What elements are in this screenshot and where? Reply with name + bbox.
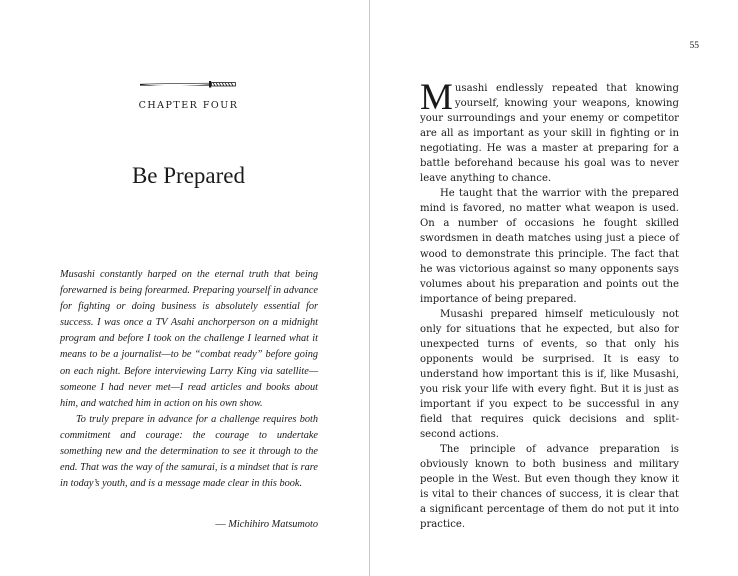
- epigraph: [60, 267, 318, 492]
- katana-ornament-icon: [139, 79, 237, 89]
- body-paragraph: The principle of advance preparation is obviously known to both business and military people in the West. But even though they know it is vital to their chances of success, it is clear that a significant percentage of them do not put it into practice.: [420, 444, 679, 531]
- epigraph-paragraph: Musashi constantly harped on the eternal truth that being forewarned is being forearmed. Preparing yourself in advance for fighting or doing business is absolutely essential for success. I was once a TV Asahi anchorperson on a midnight program and before I took on the challenge I learned what it means to be a journalist—to be “combat ready” before going on each night. Before interviewing Larry King via satellite—someone I had never met—I read articles and books about him, and watched him in action on his own show.: [60, 269, 318, 409]
- body-paragraph: Musashi prepared himself meticulously not only for situations that he expected, but also for unexpected turns of events, so that only his opponents would be surprised. It is easy to understand how important this is if, like Musashi, you risk your life with every fight. But it is just as important if you expect to be successful in any field that requires quick decisions and split-second actions.: [420, 308, 679, 441]
- attribution-name: Michihiro Matsumoto: [228, 519, 318, 530]
- body-paragraph-text: usashi endlessly repeated that knowing yourself, knowing your weapons, knowing your surroundings and your enemy or competitor are all as important as your skill in fighting or in negotiating. He was a master at preparing for a battle beforehand because his goal was to never leave anything to chance.: [420, 83, 679, 185]
- body-text: [420, 77, 679, 532]
- chapter-title: Be Prepared: [131, 163, 246, 188]
- page-number: 55: [689, 41, 699, 51]
- epigraph-attribution: [60, 519, 318, 530]
- attribution-dash: —: [215, 519, 226, 530]
- drop-cap: M: [420, 77, 453, 118]
- right-page: [370, 0, 738, 576]
- body-paragraph: He taught that the warrior with the prepared mind is favored, no matter what weapon is used. On a number of occasions he fought skilled swordsmen in death matches using just a piece of wood to demonstrate this principle. The fact that he was victorious against so many opponents says volumes about his preparation and points out the importance of being prepared.: [420, 188, 679, 305]
- epigraph-paragraph: To truly prepare in advance for a challenge requires both commitment and courage: the courage to undertake something new and the determination to see it through to the end. That was the way of the samurai, is a mindset that is rare in today’s youth, and is a message made clear in this book.: [60, 413, 318, 490]
- body-paragraph: [420, 77, 679, 186]
- chapter-label: CHAPTER FOUR: [138, 100, 239, 111]
